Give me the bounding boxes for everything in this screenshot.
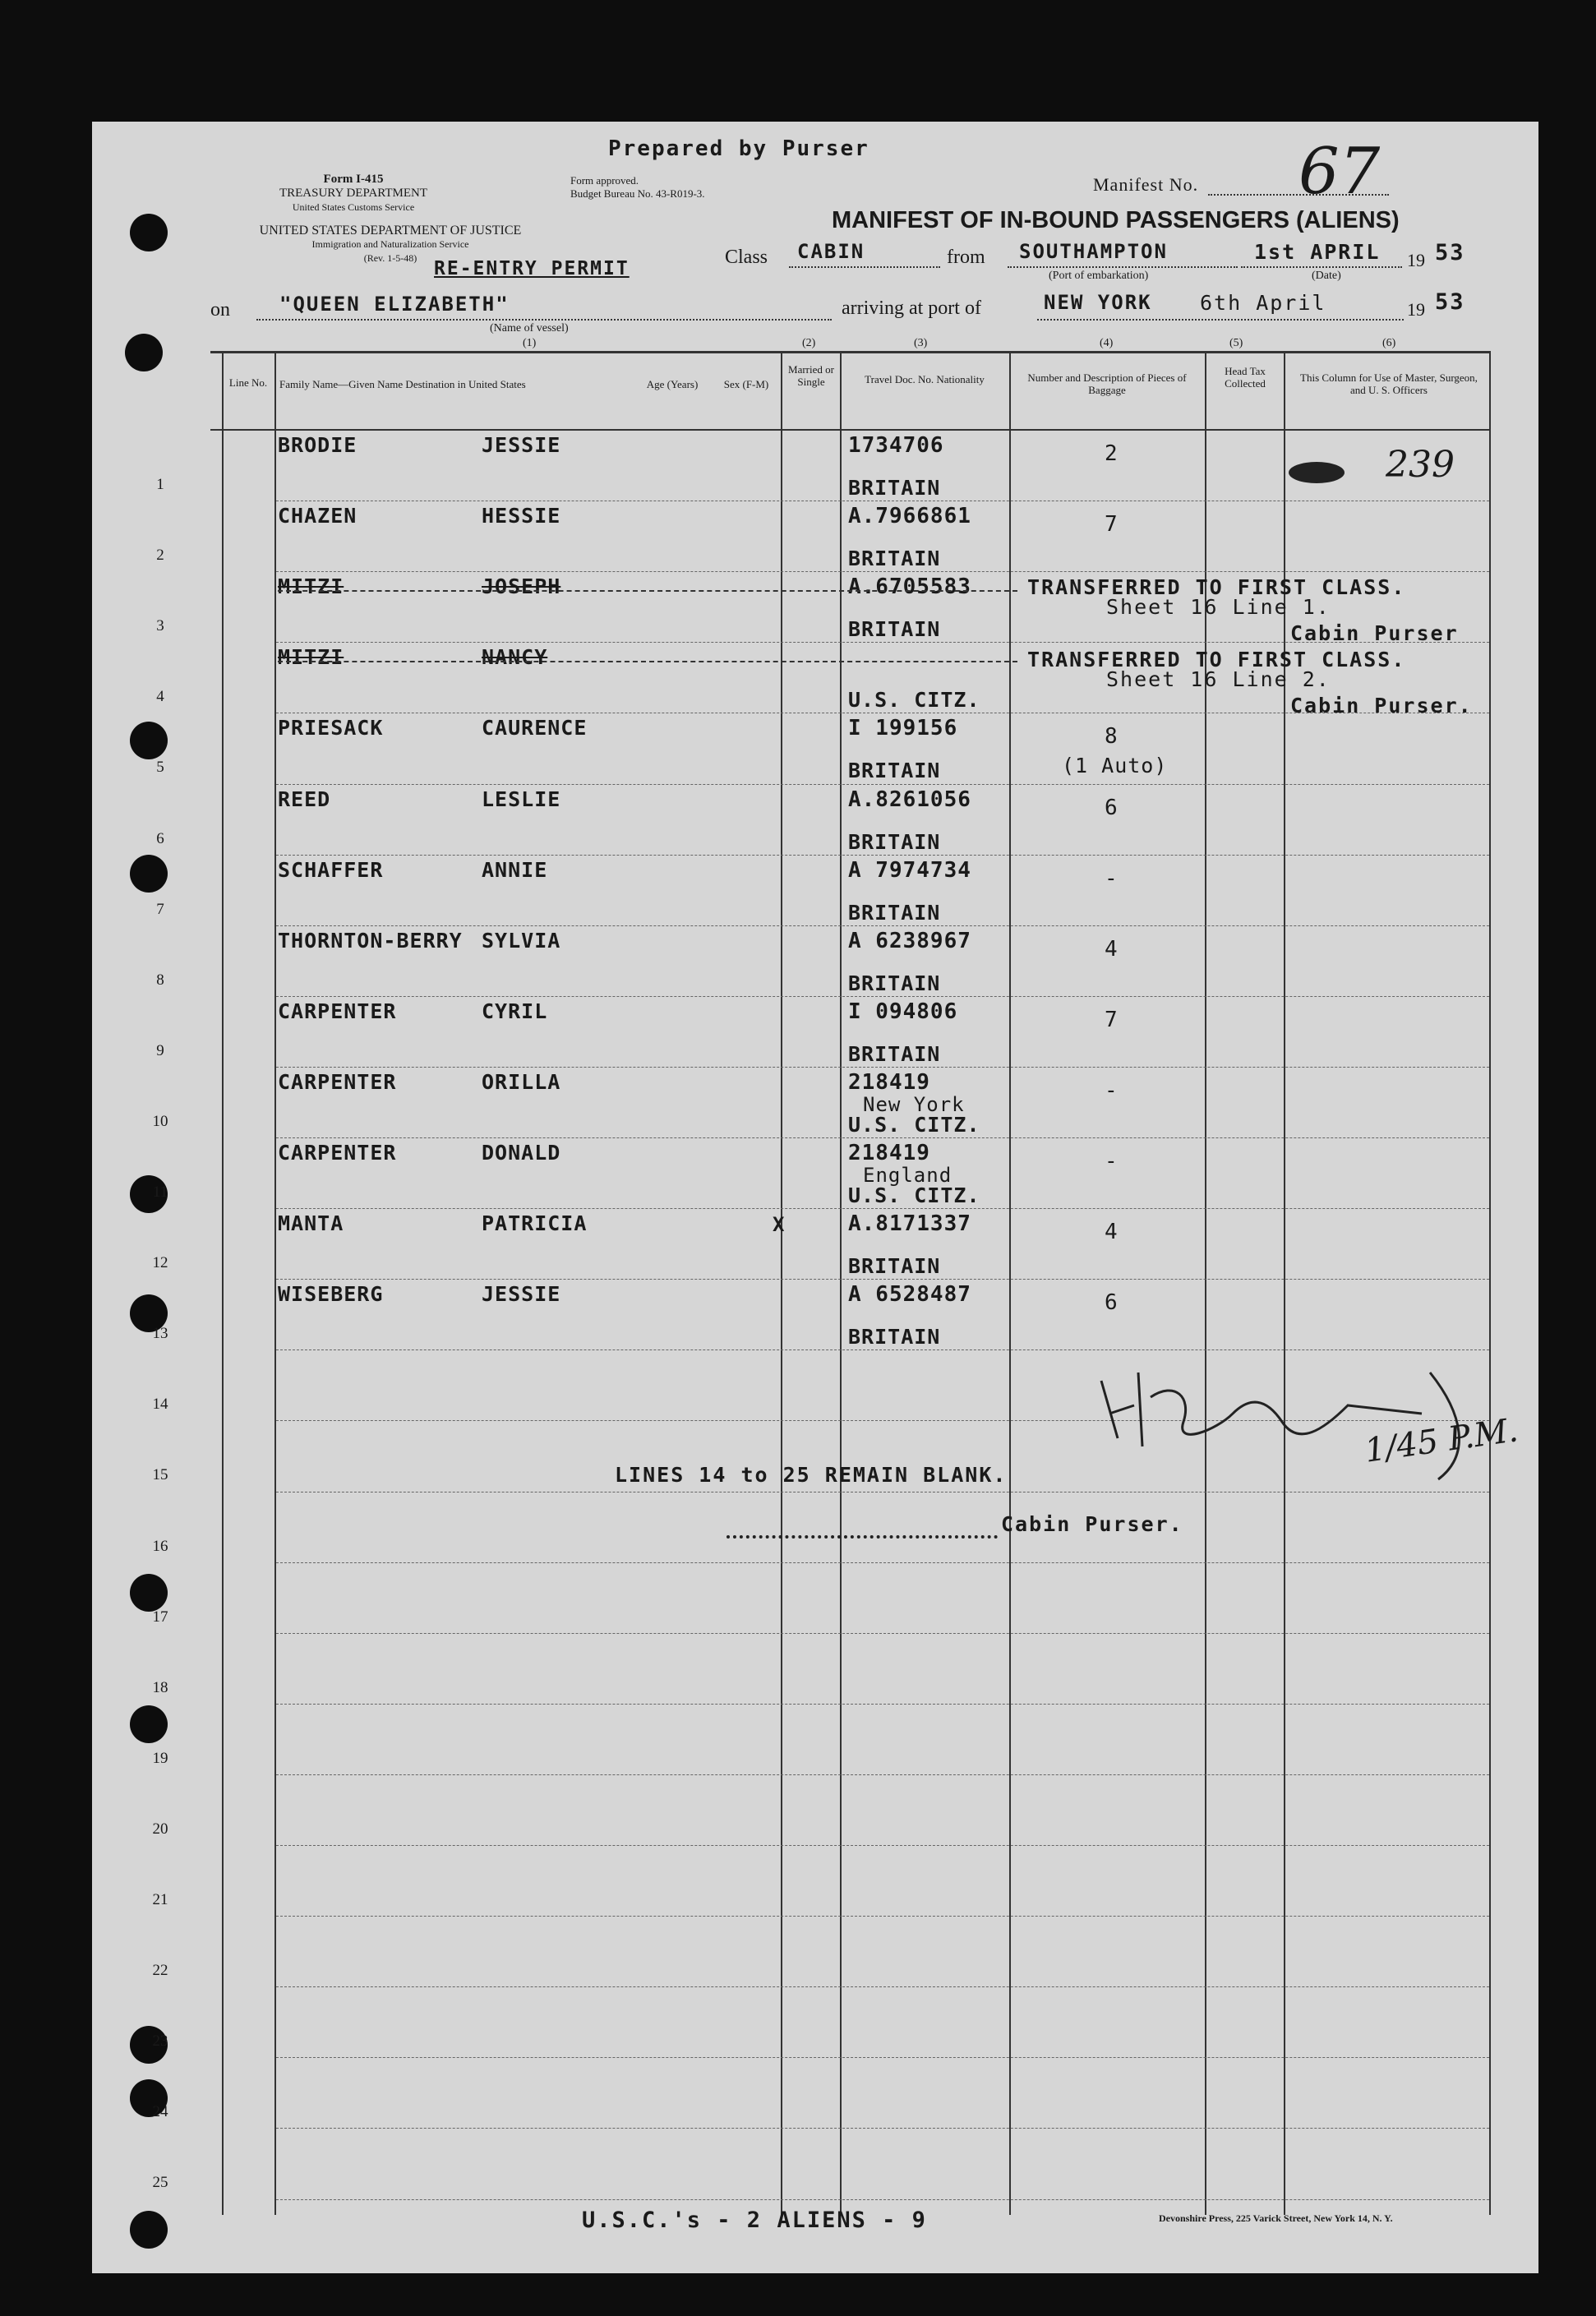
arriving-label: arriving at port of [842,298,981,319]
signature-dots [727,1535,998,1539]
line-number: 9 [156,1042,164,1059]
manifest-no-value: 67 [1298,135,1381,209]
row-rule [276,925,1489,926]
baggage-divider [1205,351,1206,2215]
transfer-note-2: TRANSFERRED TO FIRST CLASS. [1027,648,1406,671]
nationality: BRITAIN [848,547,941,570]
form-block [205,173,501,215]
row-rule [276,571,1489,572]
class-line [789,266,940,268]
family-name: CHAZEN [278,504,357,528]
revision: (Rev. 1-5-48) [363,252,417,264]
family-name: CARPENTER [278,999,397,1023]
line-number: 6 [156,830,164,847]
baggage-count: 6 [1105,796,1119,820]
family-name: PRIESACK [278,716,384,740]
vessel-name: "QUEEN ELIZABETH" [279,293,510,316]
col4-number: (4) [1100,337,1114,349]
reentry-permit: RE-ENTRY PERMIT [434,258,630,279]
line-number: 13 [152,1325,168,1342]
family-name: MITZI [278,645,344,669]
row-rule [276,2199,1489,2200]
date-line [1241,266,1402,268]
row-rule [276,1704,1489,1705]
travel-doc: A.8261056 [848,787,971,812]
given-name: DONALD [482,1141,561,1165]
row-rule [276,1774,1489,1775]
travel-doc: A.6705583 [848,574,971,599]
row-rule [276,784,1489,785]
given-name: JOSEPH [482,574,561,598]
line-number: 25 [152,2174,168,2191]
name-divider [781,351,782,2215]
header-sex: Sex (F-M) [723,378,769,390]
row-rule [276,1137,1489,1138]
given-name: SYLVIA [482,929,561,953]
row-rule [276,2128,1489,2129]
line-number: 3 [156,617,164,634]
footer-summary: U.S.C.'s - 2 ALIENS - 9 [582,2208,927,2233]
line-number: 12 [152,1254,168,1271]
family-name: MANTA [278,1211,344,1235]
line-number: 23 [152,2032,168,2050]
header-age: Age (Years) [646,378,699,390]
punch-hole [130,1574,168,1612]
married-divider [840,351,842,2215]
baggage-count: 4 [1105,1220,1119,1244]
blank-lines-note: LINES 14 to 25 REMAIN BLANK. [615,1463,1008,1487]
line-number: 2 [156,547,164,564]
header-bottom-border [210,429,1489,431]
treasury-dept: TREASURY DEPARTMENT [279,187,428,200]
baggage-count: 7 [1105,512,1119,537]
given-name: NANCY [482,645,548,669]
line-number: 15 [152,1466,168,1483]
transfer-purser-2: Cabin Purser. [1290,694,1473,717]
class-label: Class [725,247,768,268]
customs-service: United States Customs Service [292,201,415,213]
printer-credit: Devonshire Press, 225 Varick Street, New York 14, N. Y. [1159,2212,1393,2224]
approval-block [570,174,705,201]
row-rule [276,1986,1489,1987]
col3-number: (3) [914,337,928,349]
nationality: U.S. CITZ. [848,1183,980,1207]
arrival-date: 6th April [1200,291,1326,315]
line-number: 10 [152,1113,168,1130]
strike-line-4 [278,661,1017,662]
manta-x-mark: X [773,1213,785,1236]
header-officers: This Column for Use of Master, Surgeon, and U. S. Officers [1300,371,1478,396]
travel-doc: I 199156 [848,716,958,740]
scribble-icon [1289,462,1345,483]
punch-hole [130,1705,168,1743]
row-rule [276,1279,1489,1280]
row-rule [276,855,1489,856]
punch-hole [125,334,163,371]
justice-dept: UNITED STATES DEPARTMENT OF JUSTICE [259,224,522,238]
on-label: on [210,299,230,321]
travel-doc: A 6238967 [848,929,971,953]
arrival-line [1037,319,1404,321]
transfer-sheet-1: Sheet 16 Line 1. [1106,595,1331,619]
line-number: 17 [152,1608,168,1626]
given-name: CAURENCE [482,716,588,740]
travel-doc: A 6528487 [848,1282,971,1307]
travel-doc: 218419 [848,1141,930,1165]
punch-hole [130,2211,168,2249]
line-number: 21 [152,1891,168,1908]
header-line-no: Line No. [228,376,268,389]
given-name: JESSIE [482,433,561,457]
family-name: THORNTON-BERRY [278,929,463,953]
row-rule [276,1067,1489,1068]
family-name: BRODIE [278,433,357,457]
officer-mark: 239 [1386,444,1455,486]
col6-number: (6) [1382,337,1396,349]
destination: New York [863,1093,965,1116]
from-line [1008,266,1238,268]
header-headtax: Head Tax Collected [1225,365,1266,390]
manifest-title: MANIFEST OF IN-BOUND PASSENGERS (ALIENS) [832,207,1400,233]
col1-number: (1) [523,337,537,349]
travel-doc: I 094806 [848,999,958,1024]
transfer-purser-1: Cabin Purser [1290,621,1459,645]
line-number: 8 [156,971,164,989]
header-married: Married or Single [788,363,834,388]
travel-divider [1009,351,1011,2215]
year-value-2: 53 [1435,289,1465,315]
punch-hole [130,722,168,759]
line-number: 18 [152,1679,168,1696]
col5-number: (5) [1229,337,1243,349]
transfer-note-1: TRANSFERRED TO FIRST CLASS. [1027,575,1406,599]
nationality: BRITAIN [848,1254,941,1278]
row-rule [276,1633,1489,1634]
from-value: SOUTHAMPTON [1019,240,1168,263]
cabin-purser-sign: Cabin Purser. [1001,1512,1183,1536]
line-number: 19 [152,1750,168,1767]
baggage-count: - [1105,1149,1119,1174]
from-label: from [947,247,985,268]
budget-bureau: Budget Bureau No. 43-R019-3. [570,187,705,200]
row-rule [276,1208,1489,1209]
row-rule [276,1916,1489,1917]
right-border [1489,351,1491,2215]
family-name: CARPENTER [278,1141,397,1165]
line-number: 1 [156,476,164,493]
nationality: BRITAIN [848,901,941,925]
baggage-count: - [1105,866,1119,891]
year-prefix-2: 19 [1407,299,1425,320]
arrival-port: NEW YORK [1044,291,1152,314]
row-rule [276,2057,1489,2058]
nationality: BRITAIN [848,476,941,500]
header-baggage: Number and Description of Pieces of Baggage [1027,371,1187,396]
family-name: WISEBERG [278,1282,384,1306]
travel-doc: A 7974734 [848,858,971,883]
baggage-count: 7 [1105,1008,1119,1032]
date-caption: (Date) [1312,270,1341,282]
transfer-sheet-2: Sheet 16 Line 2. [1106,667,1331,691]
given-name: ANNIE [482,858,548,882]
line-number: 20 [152,1820,168,1838]
baggage-count: 8 [1105,724,1119,749]
line-no-divider [274,351,276,2215]
line-number: 5 [156,759,164,776]
date-value: 1st APRIL [1254,240,1381,264]
row-rule [276,1562,1489,1563]
given-name: CYRIL [482,999,548,1023]
row-rule [276,1845,1489,1846]
port-caption: (Port of embarkation) [1049,270,1149,282]
strike-line-3 [278,590,1017,592]
baggage-count: 4 [1105,937,1119,962]
family-name: REED [278,787,331,811]
form-approved: Form approved. [570,174,639,187]
manifest-no-label: Manifest No. [1093,174,1199,195]
line-number: 7 [156,901,164,918]
line-number: 4 [156,688,164,705]
ins-service: Immigration and Naturalization Service [311,238,469,250]
vessel-caption: (Name of vessel) [490,322,569,334]
given-name: JESSIE [482,1282,561,1306]
family-name: MITZI [278,574,344,598]
given-name: PATRICIA [482,1211,588,1235]
header-name: Family Name—Given Name Destination in United States [279,378,526,390]
given-name: LESLIE [482,787,561,811]
nationality: BRITAIN [848,830,941,854]
given-name: HESSIE [482,504,561,528]
given-name: ORILLA [482,1070,561,1094]
destination: England [863,1164,953,1187]
form-number: Form I-415 [323,173,384,186]
travel-doc: A.8171337 [848,1211,971,1236]
header-travel: Travel Doc. No. Nationality [865,373,985,385]
baggage-count: 6 [1105,1290,1119,1315]
year-prefix: 19 [1407,250,1425,270]
punch-hole [130,214,168,251]
prepared-by-note: Prepared by Purser [608,136,869,161]
line-number: 11 [152,1183,168,1201]
nationality: BRITAIN [848,1042,941,1066]
travel-doc: A.7966861 [848,504,971,528]
travel-doc: 218419 [848,1070,930,1095]
year-value: 53 [1435,240,1465,265]
vessel-line [256,319,832,321]
nationality: BRITAIN [848,759,941,782]
baggage-note: (1 Auto) [1062,754,1168,777]
line-number: 16 [152,1538,168,1555]
family-name: CARPENTER [278,1070,397,1094]
nationality: U.S. CITZ. [848,1113,980,1137]
baggage-count: - [1105,1078,1119,1103]
row-rule [276,996,1489,997]
table-top-border [210,351,1489,353]
family-name: SCHAFFER [278,858,384,882]
headtax-divider [1284,351,1285,2215]
line-number: 22 [152,1962,168,1979]
baggage-count: 2 [1105,441,1119,466]
nationality: BRITAIN [848,971,941,995]
col2-number: (2) [802,337,816,349]
nationality: U.S. CITZ. [848,688,980,712]
travel-doc: 1734706 [848,433,944,458]
class-value: CABIN [797,240,865,263]
punch-hole [130,855,168,893]
line-number: 24 [152,2103,168,2120]
nationality: BRITAIN [848,617,941,641]
left-border [222,351,224,2215]
nationality: BRITAIN [848,1325,941,1349]
handwritten-time: 1/45 P.M. [1362,1411,1521,1470]
line-number: 14 [152,1396,168,1413]
